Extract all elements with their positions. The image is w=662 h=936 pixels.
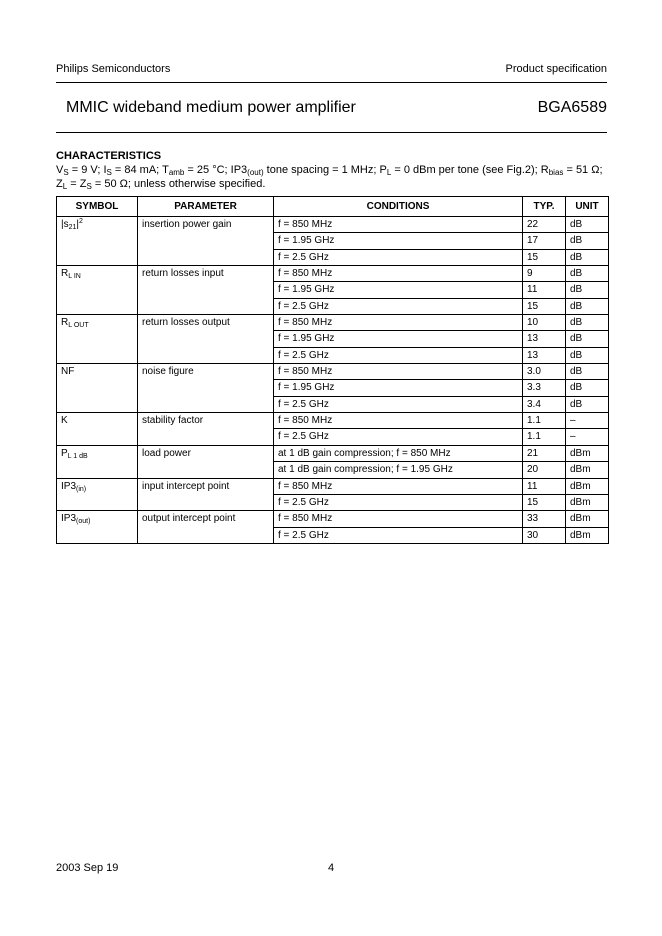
conditions-cell: f = 850 MHz (274, 511, 523, 527)
typ-cell: 1.1 (523, 429, 566, 445)
document-type: Product specification (505, 63, 607, 75)
parameter-cell: return losses input (138, 266, 274, 315)
page-number: 4 (328, 862, 335, 874)
unit-cell: dB (566, 282, 609, 298)
typ-cell: 17 (523, 233, 566, 249)
unit-cell: dB (566, 298, 609, 314)
conditions-cell: f = 2.5 GHz (274, 429, 523, 445)
typ-cell: 33 (523, 511, 566, 527)
unit-cell: dBm (566, 445, 609, 461)
conditions-cell: at 1 dB gain compression; f = 850 MHz (274, 445, 523, 461)
unit-cell: dB (566, 315, 609, 331)
conditions-cell: f = 2.5 GHz (274, 298, 523, 314)
typ-cell: 9 (523, 266, 566, 282)
table-body (57, 217, 609, 544)
header-conditions: CONDITIONS (274, 197, 523, 217)
typ-cell: 11 (523, 478, 566, 494)
section-heading: CHARACTERISTICS (56, 150, 162, 162)
table-row (57, 266, 609, 282)
unit-cell: dB (566, 249, 609, 265)
conditions-cell: at 1 dB gain compression; f = 1.95 GHz (274, 462, 523, 478)
typ-cell: 22 (523, 217, 566, 233)
parameter-cell: insertion power gain (138, 217, 274, 266)
table-row (57, 413, 609, 429)
parameter-cell: load power (138, 445, 274, 478)
symbol-cell: $IP3_{(out)}$ (57, 511, 138, 544)
unit-cell: dBm (566, 478, 609, 494)
company-name: Philips Semiconductors (56, 63, 171, 75)
unit-cell: – (566, 429, 609, 445)
conditions-cell: f = 850 MHz (274, 266, 523, 282)
header-symbol: SYMBOL (57, 197, 138, 217)
parameter-cell: input intercept point (138, 478, 274, 511)
typ-cell: 10 (523, 315, 566, 331)
symbol-cell: NF (57, 364, 138, 413)
typ-cell: 3.0 (523, 364, 566, 380)
table-row (57, 511, 609, 527)
header-typ: TYP. (523, 197, 566, 217)
typ-cell: 15 (523, 298, 566, 314)
conditions-cell: f = 850 MHz (274, 364, 523, 380)
unit-cell: dB (566, 364, 609, 380)
conditions-cell: f = 850 MHz (274, 217, 523, 233)
symbol-cell: $R_{L IN}$ (57, 266, 138, 315)
typ-cell: 30 (523, 527, 566, 543)
typ-cell: 21 (523, 445, 566, 461)
parameter-cell: output intercept point (138, 511, 274, 544)
unit-cell: dB (566, 233, 609, 249)
typ-cell: 20 (523, 462, 566, 478)
unit-cell: dB (566, 217, 609, 233)
conditions-cell: f = 850 MHz (274, 478, 523, 494)
conditions-cell: f = 2.5 GHz (274, 396, 523, 412)
conditions-cell: f = 1.95 GHz (274, 282, 523, 298)
typ-cell: 13 (523, 331, 566, 347)
unit-cell: – (566, 413, 609, 429)
parameter-cell: noise figure (138, 364, 274, 413)
footer-date: 2003 Sep 19 (56, 862, 119, 874)
conditions-cell: f = 850 MHz (274, 413, 523, 429)
part-number: BGA6589 (537, 99, 607, 116)
conditions-line-2: $Z_L = Z_S = 50$ Ω; unless otherwise specified. (56, 178, 266, 191)
table-row (57, 478, 609, 494)
conditions-cell: f = 1.95 GHz (274, 233, 523, 249)
table-row (57, 445, 609, 461)
characteristics-table (56, 196, 609, 544)
conditions-cell: f = 2.5 GHz (274, 527, 523, 543)
unit-cell: dB (566, 266, 609, 282)
unit-cell: dBm (566, 527, 609, 543)
typ-cell: 15 (523, 249, 566, 265)
typ-cell: 1.1 (523, 413, 566, 429)
table-row (57, 217, 609, 233)
typ-cell: 15 (523, 494, 566, 510)
table-row (57, 315, 609, 331)
conditions-cell: f = 850 MHz (274, 315, 523, 331)
table-header-row (57, 197, 609, 217)
document-title: MMIC wideband medium power amplifier (66, 99, 356, 116)
table-row (57, 364, 609, 380)
unit-cell: dBm (566, 511, 609, 527)
symbol-cell: $|s_{21}|^2$ (57, 217, 138, 266)
unit-cell: dB (566, 347, 609, 363)
conditions-cell: f = 2.5 GHz (274, 249, 523, 265)
typ-cell: 13 (523, 347, 566, 363)
unit-cell: dB (566, 331, 609, 347)
header-parameter: PARAMETER (138, 197, 274, 217)
symbol-cell: $IP3_{(in)}$ (57, 478, 138, 511)
conditions-cell: f = 1.95 GHz (274, 380, 523, 396)
symbol-cell: $R_{L OUT}$ (57, 315, 138, 364)
typ-cell: 3.4 (523, 396, 566, 412)
unit-cell: dB (566, 396, 609, 412)
symbol-cell: K (57, 413, 138, 446)
parameter-cell: return losses output (138, 315, 274, 364)
header-rule-bottom (56, 132, 607, 133)
conditions-cell: f = 2.5 GHz (274, 494, 523, 510)
parameter-cell: stability factor (138, 413, 274, 446)
symbol-cell: $P_{L 1 dB}$ (57, 445, 138, 478)
conditions-cell: f = 2.5 GHz (274, 347, 523, 363)
typ-cell: 3.3 (523, 380, 566, 396)
typ-cell: 11 (523, 282, 566, 298)
unit-cell: dB (566, 380, 609, 396)
header-rule-top (56, 82, 607, 83)
unit-cell: dBm (566, 462, 609, 478)
conditions-line-1: $V_S = 9$ V; $I_S = 84$ mA; $T_{amb} = 25$ °C; $IP3_{(out)}$ tone spacing = 1 MHz; $P_L = 0$ dBm per tone (see Fig.2); $R_{bias} = 51$ Ω; (56, 164, 603, 177)
conditions-cell: f = 1.95 GHz (274, 331, 523, 347)
header-unit: UNIT (566, 197, 609, 217)
unit-cell: dBm (566, 494, 609, 510)
